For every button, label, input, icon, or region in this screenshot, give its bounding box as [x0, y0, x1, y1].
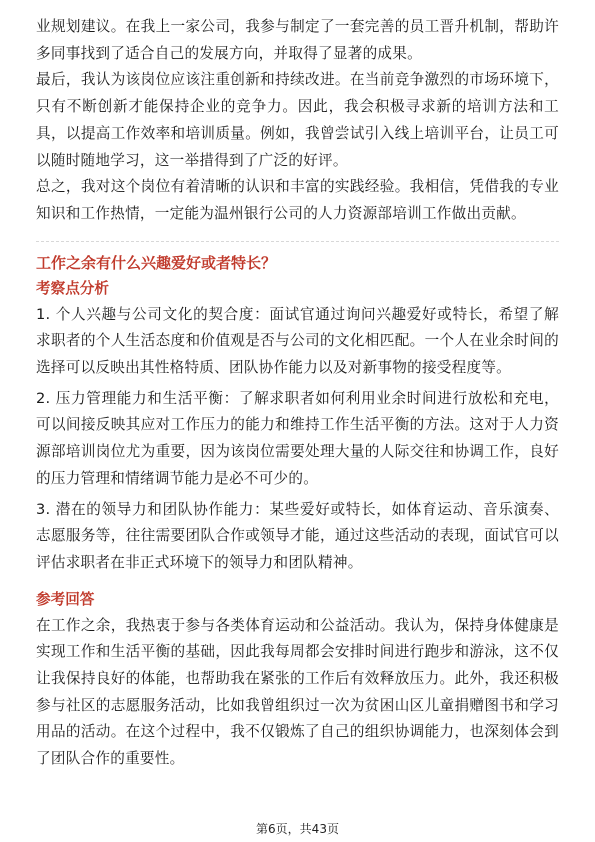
intro-paragraph-1: 业规划建议。在我上一家公司，我参与制定了一套完善的员工晋升机制，帮助许多同事找到了适合自己的发展方向，并取得了显著的成果。: [36, 18, 559, 62]
question-heading: 工作之余有什么兴趣爱好或者特长？: [36, 253, 277, 272]
page-number-footer: 第6页，共43页: [256, 822, 339, 836]
analysis-item-2: 2. 压力管理能力和生活平衡：了解求职者如何利用业余时间进行放松和充电，可以间接反映其应对工作压力的能力和维持工作生活平衡的方法。这对于人力资源部培训岗位尤为重要，因为该岗位需要处理大量的人际交往和协调工作，良好的压力管理和情绪调节能力是必不可少的。: [36, 389, 559, 487]
intro-paragraph-2: 最后，我认为该岗位应该注重创新和持续改进。在当前竞争激烈的市场环境下，只有不断创新才能保持企业的竞争力。因此，我会积极寻求新的培训方法和工具，以提高工作效率和培训质量。例如，我曾尝试引入线上培训平台，让员工可以随时随地学习，这一举措得到了广泛的好评。: [36, 71, 559, 169]
document-page: [36, 14, 559, 773]
analysis-item-1: 1. 个人兴趣与公司文化的契合度：面试官通过询问兴趣爱好或特长，希望了解求职者的个人生活态度和价值观是否与公司的文化相匹配。一个人在业余时间的选择可以反映出其性格特质、团队协作能力以及对新事物的接受程度等。: [36, 305, 559, 377]
answer-text: 在工作之余，我热衷于参与各类体育运动和公益活动。我认为，保持身体健康是实现工作和生活平衡的基础，因此我每周都会安排时间进行跑步和游泳，这不仅让我保持良好的体能，也帮助我在紧张的工作后有效释放压力。此外，我还积极参与社区的志愿服务活动，比如我曾组织过一次为贫困山区儿童捐赠图书和学习用品的活动。在这个过程中，我不仅锻炼了自己的组织协调能力，也深刻体会到了团队合作的重要性。: [36, 616, 559, 768]
section-divider: [36, 241, 559, 243]
answer-label: 参考回答: [36, 590, 95, 608]
analysis-item-3: 3. 潜在的领导力和团队协作能力：某些爱好或特长，如体育运动、音乐演奏、志愿服务等，往往需要团队合作或领导才能，通过这些活动的表现，面试官可以评估求职者在非正式环境下的领导力和团队精神。: [36, 500, 559, 571]
analysis-label: 考察点分析: [36, 279, 109, 297]
intro-paragraph-3: 总之，我对这个岗位有着清晰的认识和丰富的实践经验。我相信，凭借我的专业知识和工作热情，一定能为温州银行公司的人力资源部培训工作做出贡献。: [36, 178, 559, 222]
